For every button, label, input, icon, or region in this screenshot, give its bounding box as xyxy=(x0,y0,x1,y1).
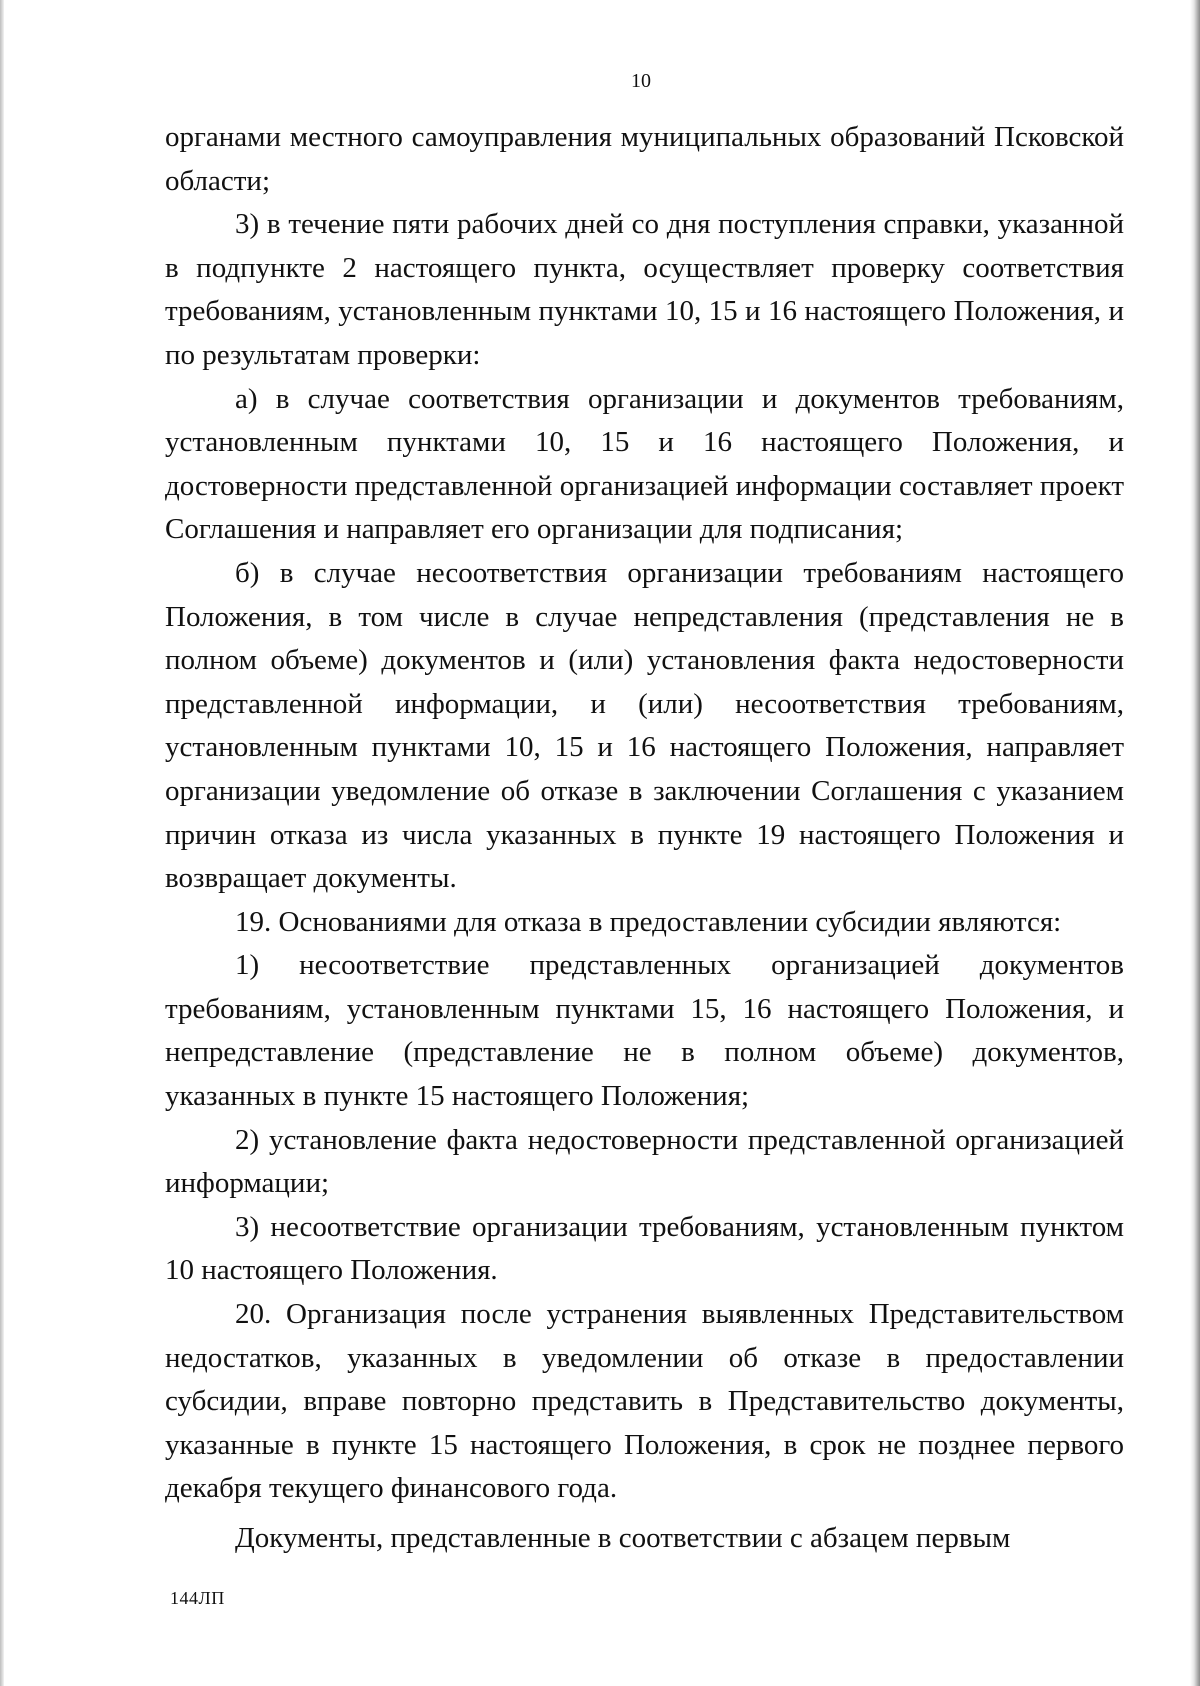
scan-edge-left xyxy=(0,0,4,1686)
paragraph-subitem-b: б) в случае несоответствия организации требованиям настоящего Положения, в том числе в случае непредставления (представления не в полном объеме) документов и (или) установления факта недостоверности представленной информации, и (или) несоответствия требованиям, установленным пунктами 10, 15 и 16 настоящего Положения, направляет организации уведомление об отказе в заключении Соглашения с указанием причин отказа из числа указанных в пункте 19 настоящего Положения и возвращает документы. xyxy=(165,556,1124,895)
paragraph-item-3: 3) в течение пяти рабочих дней со дня поступления справки, указанной в подпункте 2 настоящего пункта, осуществляет проверку соответствия требованиям, установленным пунктами 10, 15 и 16 настоящего Положения, и по результатам проверки: xyxy=(165,208,1124,371)
page-number: 10 xyxy=(631,70,651,92)
paragraph-clause-19: 19. Основаниями для отказа в предоставлении субсидии являются: xyxy=(235,905,1062,938)
scan-edge-right xyxy=(1190,0,1200,1686)
paragraph-clause-19-item-1: 1) несоответствие представленных организацией документов требованиям, установленным пунктами 15, 16 настоящего Положения, и непредставление (представление не в полном объеме) документов, указанных в пункте 15 настоящего Положения; xyxy=(165,949,1124,1113)
footer-document-code: 144ЛП xyxy=(170,1588,225,1608)
paragraph-clause-20: 20. Организация после устранения выявленных Представительством недостатков, указанных в уведомлении об отказе в предоставлении субсидии, вправе повторно представить в Представительство документы, указанные в пункте 15 настоящего Положения, в срок не позднее первого декабря текущего финансового года. xyxy=(165,1298,1124,1505)
document-body xyxy=(165,116,1124,1561)
paragraph-clause-19-item-3: 3) несоответствие организации требованиям, установленным пунктом 10 настоящего Положения. xyxy=(165,1210,1124,1287)
paragraph-subitem-a: а) в случае соответствия организации и документов требованиям, установленным пунктами 10, 15 и 16 настоящего Положения, и достоверности представленной организацией информации составляет проект Соглашения и направляет его организации для подписания; xyxy=(165,382,1124,546)
paragraph-clause-19-item-2: 2) установление факта недостоверности представленной организацией информации; xyxy=(165,1123,1124,1200)
paragraph-continuation: органами местного самоуправления муниципальных образований Псковской области; xyxy=(165,121,1124,197)
paragraph-documents: Документы, представленные в соответствии с абзацем первым xyxy=(235,1522,1011,1554)
